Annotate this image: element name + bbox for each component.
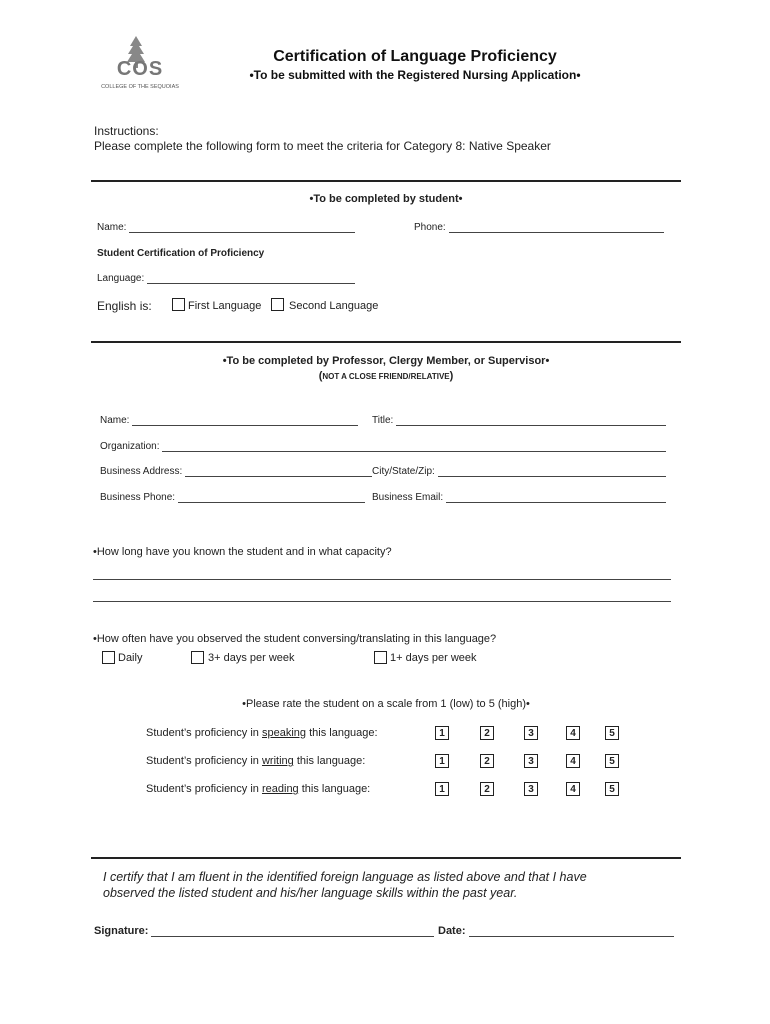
page-subtitle: •To be submitted with the Registered Nursing Application• <box>249 68 581 82</box>
business-phone-label: Business Phone: <box>100 492 176 503</box>
page-title: Certification of Language Proficiency <box>273 48 557 65</box>
logo-caption: COLLEGE OF THE SEQUOIAS <box>101 84 179 90</box>
writing-rating-4[interactable]: 4 <box>566 754 580 768</box>
rating-row-prefix: Student’s proficiency in <box>146 727 262 739</box>
three-plus-days-checkbox[interactable] <box>191 651 204 664</box>
second-language-checkbox[interactable] <box>271 298 284 311</box>
professor-subheading <box>91 370 681 382</box>
rating-row-suffix: this language: <box>306 727 378 739</box>
first-language-label: First Language <box>188 300 262 312</box>
language-field[interactable] <box>97 273 355 284</box>
business-address-field[interactable] <box>100 466 372 477</box>
student-phone-input[interactable] <box>449 223 664 233</box>
subheading-close-paren: ) <box>449 370 454 382</box>
writing-rating-2[interactable]: 2 <box>480 754 494 768</box>
reading-rating-1[interactable]: 1 <box>435 782 449 796</box>
signature-input[interactable] <box>151 927 434 937</box>
certification-line-2: observed the listed student and his/her language skills within the past year. <box>103 886 518 900</box>
speaking-rating-5[interactable]: 5 <box>605 726 619 740</box>
rating-row-speaking <box>146 727 378 739</box>
subheading-text: NOT A CLOSE FRIEND/RELATIVE <box>322 372 450 381</box>
daily-checkbox[interactable] <box>102 651 115 664</box>
business-email-label: Business Email: <box>372 492 444 503</box>
speaking-rating-3[interactable]: 3 <box>524 726 538 740</box>
language-input[interactable] <box>147 274 355 284</box>
rating-row-suffix: this language: <box>293 755 366 767</box>
known-question: •How long have you known the student and in what capacity? <box>93 546 392 558</box>
certification-line-1: I certify that I am fluent in the identified foreign language as listed above and that I have <box>103 870 587 884</box>
subheading-open-paren: ( <box>318 370 323 382</box>
date-input[interactable] <box>469 927 674 937</box>
business-address-label: Business Address: <box>100 466 183 477</box>
writing-rating-5[interactable]: 5 <box>605 754 619 768</box>
business-email-input[interactable] <box>446 493 666 503</box>
signature-field[interactable] <box>94 925 434 937</box>
logo-initials: COS <box>116 58 164 80</box>
second-language-label: Second Language <box>289 300 379 312</box>
business-email-field[interactable] <box>372 492 666 503</box>
business-phone-field[interactable] <box>100 492 365 503</box>
city-state-zip-field[interactable] <box>372 466 666 477</box>
section-divider <box>91 857 681 859</box>
rating-row-suffix: this language: <box>298 783 371 795</box>
instructions-label: Instructions: <box>94 124 159 138</box>
one-plus-days-checkbox[interactable] <box>374 651 387 664</box>
speaking-rating-1[interactable]: 1 <box>435 726 449 740</box>
college-logo <box>90 34 190 94</box>
three-plus-days-label: 3+ days per week <box>208 652 295 664</box>
professor-name-field[interactable] <box>100 415 358 426</box>
business-address-input[interactable] <box>185 467 372 477</box>
city-state-zip-input[interactable] <box>438 467 666 477</box>
professor-title-label: Title: <box>372 415 394 426</box>
reading-rating-2[interactable]: 2 <box>480 782 494 796</box>
professor-title-input[interactable] <box>396 416 666 426</box>
writing-rating-1[interactable]: 1 <box>435 754 449 768</box>
city-state-zip-label: City/State/Zip: <box>372 466 435 477</box>
student-name-input[interactable] <box>129 223 355 233</box>
date-label: Date: <box>438 925 466 937</box>
business-phone-input[interactable] <box>178 493 365 503</box>
speaking-rating-2[interactable]: 2 <box>480 726 494 740</box>
student-phone-field[interactable] <box>414 222 664 233</box>
rating-skill-speaking: speaking <box>261 727 307 739</box>
daily-label: Daily <box>118 652 143 664</box>
professor-name-label: Name: <box>100 415 130 426</box>
language-label: Language: <box>97 273 145 284</box>
known-answer-line-1[interactable] <box>93 579 671 580</box>
writing-rating-3[interactable]: 3 <box>524 754 538 768</box>
student-name-field[interactable] <box>97 222 355 233</box>
reading-rating-5[interactable]: 5 <box>605 782 619 796</box>
rating-skill-reading: reading <box>261 783 299 795</box>
organization-input[interactable] <box>162 442 666 452</box>
known-answer-line-2[interactable] <box>93 601 671 602</box>
section-divider <box>91 341 681 343</box>
date-field[interactable] <box>438 925 674 937</box>
student-name-label: Name: <box>97 222 127 233</box>
rating-row-prefix: Student’s proficiency in <box>146 783 262 795</box>
section-divider <box>91 180 681 182</box>
professor-name-input[interactable] <box>132 416 358 426</box>
one-plus-days-label: 1+ days per week <box>390 652 477 664</box>
student-section-heading: •To be completed by student• <box>309 193 463 205</box>
reading-rating-3[interactable]: 3 <box>524 782 538 796</box>
rating-prompt: •Please rate the student on a scale from 1 (low) to 5 (high)• <box>242 698 530 710</box>
reading-rating-4[interactable]: 4 <box>566 782 580 796</box>
organization-field[interactable] <box>100 441 666 452</box>
student-cert-heading: Student Certification of Proficiency <box>97 248 265 259</box>
professor-section-heading: •To be completed by Professor, Clergy Member, or Supervisor• <box>222 355 550 367</box>
instructions-text: Please complete the following form to meet the criteria for Category 8: Native Speaker <box>94 139 551 153</box>
rating-row-writing <box>146 755 365 767</box>
professor-title-field[interactable] <box>372 415 666 426</box>
signature-label: Signature: <box>94 925 149 937</box>
organization-label: Organization: <box>100 441 160 452</box>
first-language-checkbox[interactable] <box>172 298 185 311</box>
observed-question: •How often have you observed the student conversing/translating in this language? <box>93 633 497 645</box>
rating-row-reading <box>146 783 370 795</box>
rating-skill-writing: writing <box>261 755 294 767</box>
rating-row-prefix: Student’s proficiency in <box>146 755 262 767</box>
student-phone-label: Phone: <box>414 222 446 233</box>
speaking-rating-4[interactable]: 4 <box>566 726 580 740</box>
english-is-label: English is: <box>97 299 152 313</box>
